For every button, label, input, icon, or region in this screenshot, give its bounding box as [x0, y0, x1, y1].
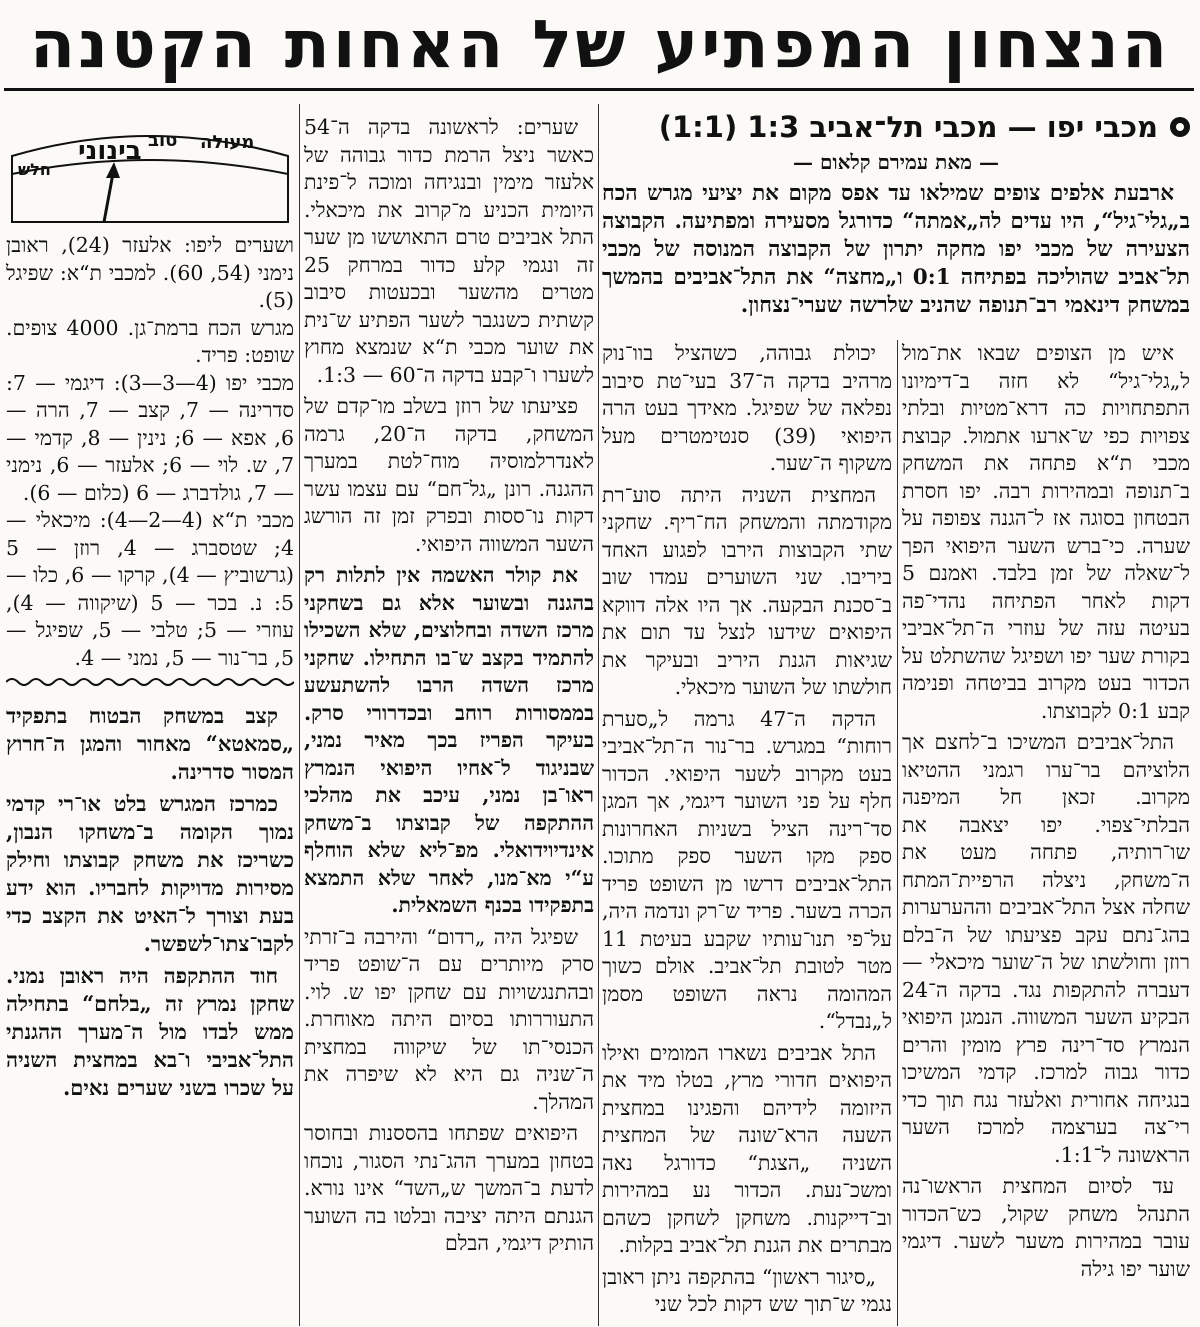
article-title-row: [602, 108, 1190, 146]
column-divider: [299, 104, 300, 1326]
article-lead: [602, 108, 1190, 320]
match-details-box: [6, 232, 294, 672]
byline: — מאת עמירם קלאום —: [793, 150, 999, 174]
body-paragraph: יכולת גבוהה, כשהציל בוו־נוק מרהיב בדקה ה־37 בעי־טת סיבוב נפלאה של שפיגל. מאידך בעט הרה היפואי (39) סנטימטרים מעל משקוף ה־שער.: [602, 341, 892, 475]
column-divider: [897, 340, 898, 1326]
body-paragraph: „סיגור ראשון“ בהתקפה ניתן ראובן נגמי ש־תוך שש דקות לכל שני: [602, 1264, 892, 1316]
lead-paragraph: ארבעת אלפים צופים שמילאו עד אפס מקום את יציעי מגרש הכח ב„גלי־גיל“, היו עדים לה„אמתה“ כדורגל מסעירה ומפתיעה. הקבוצה הצעירה של מכבי יפו מחקה יתרון של הקבוצה המנוסה של מכבי תל־אביב שהוליכה בפתיחה 0:1 ו„מחצה“ את התל־אביבים בהמשך במשחק דינאמי רב־תנופה שהניב שלרשה שערי־נצחון.: [602, 181, 1191, 318]
body-paragraph: את קולר האשמה אין לתלות רק בהגנה ובשוער אלא גם בשחקני מרכז השדה ובחלוצים, שלא השכילו להתמיד בקצב ש־בו התחילו. שחקני מרכז השדה הרבו להשתעשע בממסורות רוחב ובכדרורי סרק. בעיקר הפריז בכך מאיר נמני, שבניגוד ל־אחיו היפואי הנמרץ ראו־בן נמני, עיכב את מהלכי ההתקפה של קבוצתו ב־משחק אינדיוידואלי. מפ־ליא שלא הוחלף ע“י מא־מנו, לאחר שלא התמצא בתפקידו בכנף השמאלית.: [304, 563, 594, 917]
body-paragraph: שערים: לראשונה בדקה ה־54 כאשר ניצל הרמת כדור גבוהה של אלעזר מימין ובנגיחה ומוכה ל־פינת היומית הכניע מ־קרוב את מיכאלי. התל אביבים טרם התאוששו מן שער זה ונגמי קלע כדור במרחק 25 מטרים מהשער ובכעטות סיבוב קשתית כשנגבר לשער הפתיע ש־נית את שוער מכבי ת“א שנמצא מחוץ לשערו ו־קבע בדקה ה־60 — 1:3.: [304, 115, 594, 387]
text-column-2: [602, 340, 892, 1326]
gauge-label-excellent: מעולה: [200, 132, 255, 153]
text-column-1: [902, 340, 1190, 1326]
match-detail: מכבי ת“א (4—2—4): מיכאלי — 4; שטסברג — 4, רוזן — 5 (גרשוביץ — 4), קרקו — 6, כלו — 5: נ. בכר — 5 (שיקווה — 4), עוזרי — 5; טלבי — 5, שפיגל — 5, בר־נור — 5, נמני — 4.: [6, 508, 294, 670]
headline-rule: [4, 88, 1194, 91]
column-divider: [598, 104, 599, 1326]
body-paragraph: היפואים שפתחו בהססנות ובחוסר בטחון במערך ההג־נתי הסגור, נוכחו לדעת ב־המשך ש„השד“ אינו נורא. הגנתם היתה יציבה ובלטו בה השוער הותיק דיגמי, הבלם: [304, 1121, 594, 1255]
match-detail: מגרש הכח ברמת־גן. 4000 צופים. שופט: פריד.: [6, 315, 294, 367]
match-detail: ושערים ליפו: אלעזר (24), ראובן נימני (54, 60). למכבי ת“א: שפיגל (5).: [6, 233, 294, 312]
article-title: מכבי יפו — מכבי תל־אביב 1:3 (1:1): [658, 110, 1158, 144]
body-paragraph: המחצית השניה היתה סוע־רת מקודמתה והמשחק הח־ריף. שחקני שתי הקבוצות הירבו לפגוע האחד ביריבו. שני השוערים עמדו שוב ב־סכנת הבקעה. אך היו אלה דווקא היפואים שידעו לנצל עד תום את שגיאות הגנת היריב ובעיקר את חולשתו של השוער מיכאלי.: [602, 482, 892, 699]
gauge-label-average: בינוני: [78, 136, 142, 166]
gauge-label-weak: חלש: [18, 160, 51, 179]
lead-paragraph-wrap: [602, 180, 1190, 320]
body-paragraph: התל אביבים נשארו המומים ואילו היפואים חדורי מרץ, בטלו מיד את היזומה לידיהם והפגינו במחצית השעה הרא־שונה של המחצית השניה „הצגת“ כדורגל נאה ומשכ־נעת. הכדור נע במהירות וב־דייקנות. משחקן לשחקן כשהם מבתרים את הגנת תל־אביב בקלות.: [602, 1040, 892, 1257]
rating-gauge-logo: [8, 126, 292, 226]
body-paragraph: כמרכז המגרש בלט או־רי קדמי נמוך הקומה ב־משחקו הנבון, כשריכז את משחק קבוצתו וחילק מסירות מדויקות לחבריו. הוא ידע בעת וצורך ל־האיט את הקצב כדי לקבו־צתו־לשפשר.: [6, 790, 294, 956]
gauge-label-good: טוב: [148, 130, 178, 151]
body-paragraph: איש מן הצופים שבאו את־מול ל„גלי־גיל“ לא חזה ב־דימיונו התפתחויות כה דרא־מטיות ובלתי צפויות כפי ש־ארעו אתמול. קבוצת מכבי ת“א פתחה את המשחק ב־תנופה ובמהירות רבה. יפו חסרת הבטחון בסוגה אז ל־הגנה צפופה על שערה. כי־ברש השער היפואי הפך ל־שאלה של זמן בלבד. ואמנם 5 דקות לאחר הפתיחה נהדי־פה בעיטה עזה של עוזרי ה־תל־אביבי בקורת שער יפו ושפיגל שהשתלט על הכדור בעט מקרוב בביטחה ופנימה קבע 0:1 לקבוצתו.: [902, 341, 1190, 723]
wavy-divider: [6, 676, 294, 688]
text-column-4: [6, 232, 294, 1326]
match-detail: מכבי יפו (4—3—3): דיגמי — 7: סדרינה — 7, קצב — 7, הרה — 6, אפא — 6; נינין — 8, קדמי — 7, ש. לוי — 6; אלעזר — 6, נימני — 7, גולדברג — 6 (כלום — 6).: [6, 370, 294, 505]
page-headline: הנצחון המפתיע של האחות הקטנה: [29, 6, 1171, 83]
body-paragraph: חוד ההתקפה היה ראובן נמני. שחקן נמרץ זה „בלחם“ בתחילה ממש לבדו מול ה־מערך ההגנתי התל־אביבי ו־בא במחצית השניה על שכרו בשני שערים נאים.: [6, 962, 294, 1100]
body-paragraph: פציעתו של רוזן בשלב מו־קדם של המשחק, בדקה ה־20, גרמה לאנדרלמוסיה מוח־לטת במערך ההגנה. רונן „גל־חם“ עם עצמו עשר דקות נו־ססות ובפרק זמן זה הורשג השער המשווה היפואי.: [304, 394, 594, 556]
text-column-3: [304, 114, 594, 1326]
body-paragraph: שפיגל היה „רדום“ והירבה ב־זרתי סרק מיותרים עם ה־שופט פריד ובהתנגשויות עם שחקן יפו ש. לוי. התעוררותו בסיום היתה מאוחרת. הכנסי־תו של שיקווה במחצית ה־שניה גם היא לא שיפרה את המהלך.: [304, 924, 594, 1114]
body-paragraph: קצב במשחק הבטוח בתפקיד „סמאטא“ מאחור והמגן ה־חרוץ המסור סדרינה.: [6, 702, 294, 784]
body-paragraph: התל־אביבים המשיכו ב־לחצם אך הלוציהם בר־ערו רגמני ההטיאו מקרוב. זכאן חל המיפנה הבלתי־צפוי. יפו יצאבה את שו־רותיה, פתחה מעט את ה־משחק, ניצלה הרפיית־המתח שחלה אצל התל־אביבים וההערערות בהג־נתם עקב פציעתו של ה־בלם רוזן וחולשתו של ה־שוער מיכאלי — דעברה להתקפות נגד. בדקה ה־24 הבקיע השער המשווה. הנמגן היפואי הנמרץ סד־רינה פרץ מומין והרים כדור גבוה למרכז. קדמי המשיכו בנגיחה אחורית ואלעזר נגח תוך כדי רי־צה בערצמה למרכז השער הראשונה ל־1:1.: [902, 730, 1190, 1167]
body-paragraph: עד לסיום המחצית הראשו־נה התנהל משחק שקול, כש־הכדור עובר במהירות משער לשער. דיגמי שוער יפו גילה: [902, 1174, 1190, 1281]
analysis-section: [6, 702, 294, 1102]
body-paragraph: הדקה ה־47 גרמה ל„סערת רוחות“ במגרש. בר־נור ה־תל־אביבי בעט מקרוב לשער היפואי. הכדור חלף על פני השוער דיגמי, אך המגן סד־רינה הציל בשניות האחרונות ספק מקו השער ספק מתוכו. התל־אביבים דרשו מן השופט פריד הכרה בשער. פריד ש־רק ונדמה היה, על־פי תנו־עותיו שקבע בעיטת 11 מטר לטובת תל־אביב. אולם כשוך המהומה נראה השופט מסמן ל„נבדל“.: [602, 706, 892, 1033]
bullet-icon: [1170, 117, 1190, 137]
